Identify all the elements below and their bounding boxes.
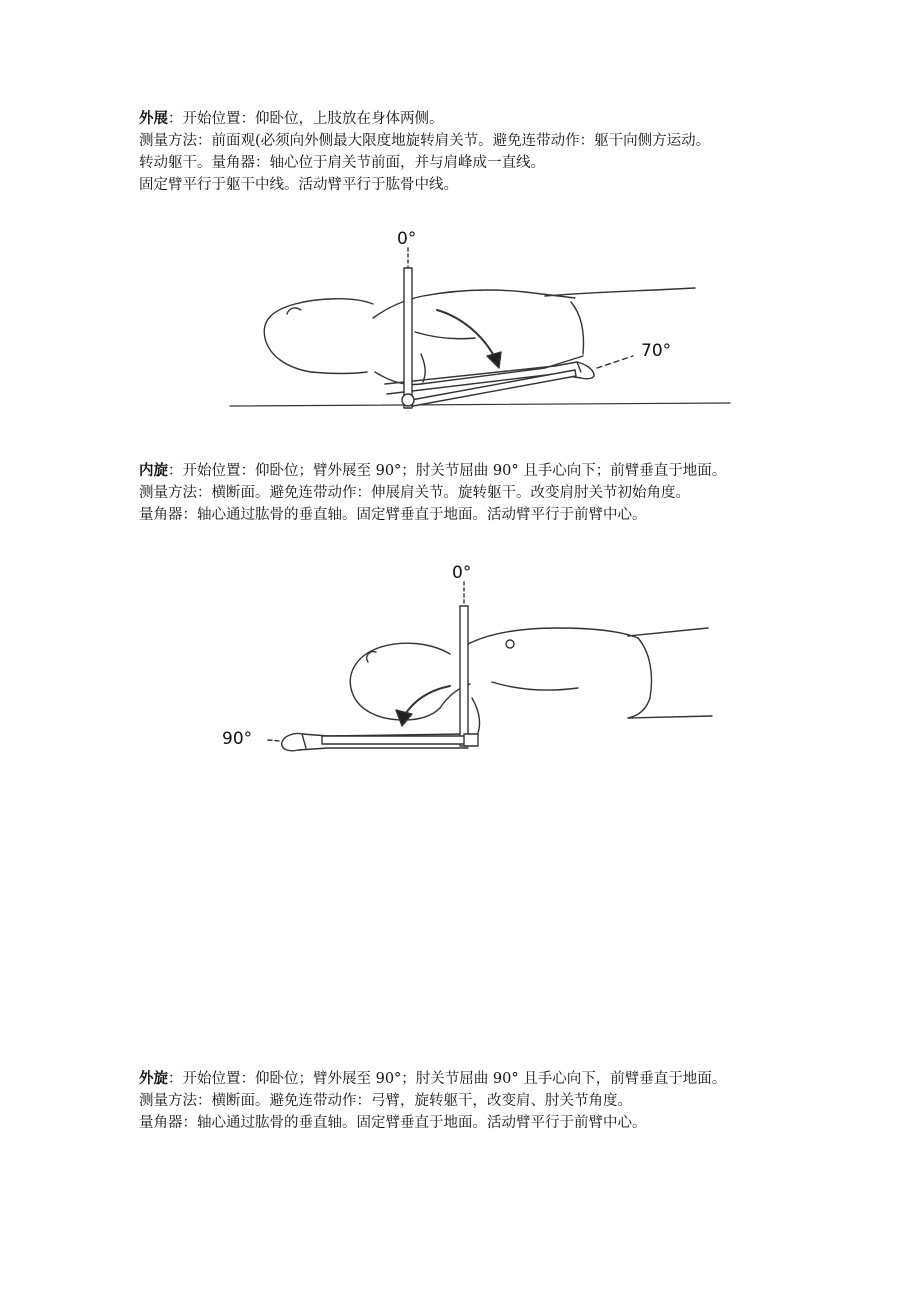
angle-label-side: 70° [641,341,672,361]
line-1: 外展：开始位置：仰卧位，上肢放在身体两侧。 [139,110,444,127]
line-2: 测量方法：前面观(必须向外侧最大限度地旋转肩关节。避免连带动作：躯干向侧方运动。 [139,133,711,149]
section-abduction-text [139,108,839,196]
line-1: 内旋：开始位置：仰卧位；臂外展至 90°；肘关节屈曲 90° 且手心向下；前臂垂直于地面。 [139,462,727,479]
angle-label-top: 0° [452,563,472,583]
line-2: 测量方法：横断面。避免连带动作：弓臂，旋转躯干，改变肩、肘关节角度。 [139,1093,632,1109]
section-title: 外旋 [139,1070,168,1087]
section-title: 外展 [139,110,168,127]
line-4: 固定臂平行于躯干中线。活动臂平行于肱骨中线。 [139,177,458,193]
internal-rotation-illustration [218,558,718,768]
abduction-illustration [225,222,735,414]
line-3: 量角器：轴心通过肱骨的垂直轴。固定臂垂直于地面。活动臂平行于前臂中心。 [139,507,647,523]
line-3: 转动躯干。量角器：轴心位于肩关节前面，并与肩峰成一直线。 [139,155,545,171]
angle-label-top: 0° [397,229,417,249]
section-title: 内旋 [139,462,168,479]
line-2: 测量方法：横断面。避免连带动作：伸展肩关节。旋转躯干。改变肩肘关节初始角度。 [139,485,690,501]
figure-abduction [225,222,735,414]
angle-label-side: 90° [222,729,253,749]
line-3: 量角器：轴心通过肱骨的垂直轴。固定臂垂直于地面。活动臂平行于前臂中心。 [139,1115,647,1131]
line-1: 外旋：开始位置：仰卧位；臂外展至 90°；肘关节屈曲 90° 且手心向下，前臂垂直于地面。 [139,1070,727,1087]
section-external-rotation-text [139,1068,839,1134]
section-internal-rotation-text [139,460,839,526]
figure-internal-rotation [218,558,718,768]
